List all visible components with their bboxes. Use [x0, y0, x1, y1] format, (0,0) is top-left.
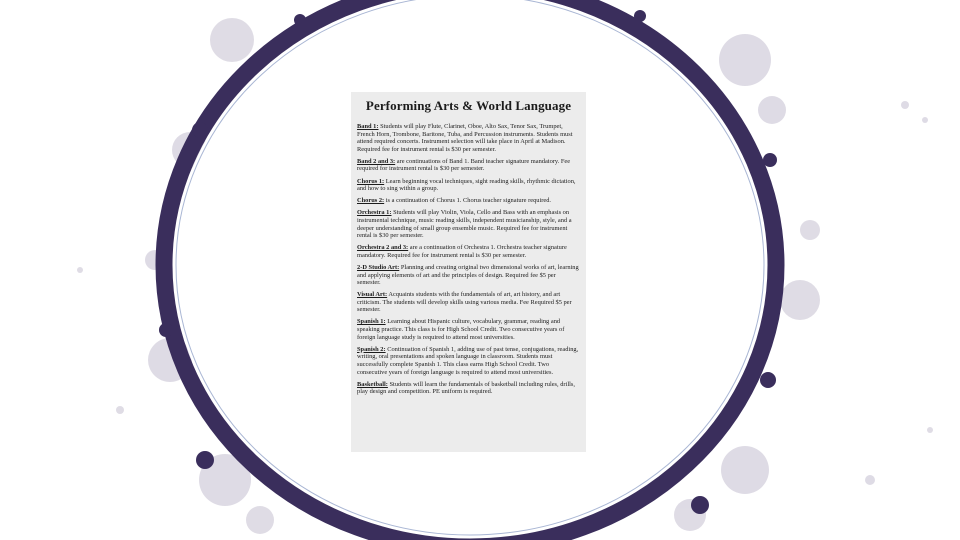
course-name: Band 2 and 3:: [357, 157, 396, 165]
course-description: is a continuation of Chorus 1. Chorus teacher signature required.: [384, 197, 551, 205]
course-description: Learn beginning vocal techniques, sight reading skills, rhythmic dictation, and how to sing within a group.: [357, 177, 576, 193]
course-name: Spanish 2:: [357, 345, 386, 353]
course-description: Students will play Violin, Viola, Cello and Bass with an emphasis on instrumental technique, music reading skills, independent musicianship, style, and a deeper understanding of small group ensemble music. Required fee for instrument rental is $30 per semester.: [357, 209, 572, 240]
entry-orchestra-2-3: [357, 244, 580, 259]
entry-basketball: [357, 381, 580, 396]
entry-spanish-2: [357, 346, 580, 376]
course-description: Planning and creating original two dimensional works of art, learning and applying elements of art and the principles of design. Required fee $5 per semester.: [357, 263, 579, 287]
course-description: are continuations of Band 1. Band teacher signature mandatory. Fee required for instrument rental is $30 per semester.: [357, 157, 571, 173]
course-name: Chorus 1:: [357, 177, 385, 185]
course-name: Chorus 2:: [357, 197, 385, 205]
document-title: Performing Arts & World Language: [365, 98, 572, 113]
entry-orchestra-1: [357, 209, 580, 239]
course-description: are a continuation of Orchestra 1. Orchestra teacher signature mandatory. Required fee for instrument rental is $30 per semester.: [357, 244, 567, 259]
entry-band-2-3: [357, 158, 580, 173]
course-name: Orchestra 1:: [357, 209, 392, 217]
course-description: Students will play Flute, Clarinet, Oboe, Alto Sax, Tenor Sax, Trumpet, French Horn, Trombone, Baritone, Tuba, and Percussion instruments. Students must attend required concerts. Instrument selection will take place in April at Madison. Required fee for instrument rental is $30 per semester.: [357, 123, 573, 153]
course-description-document: [351, 92, 586, 452]
course-description: Continuation of Spanish 1, adding use of past tense, conjugations, reading, writing, oral presentations and spoken language in classroom. Students must successfully complete Spanish 1. This class earns High School Credit. Two consecutive years of foreign language is required to attend most universities.: [357, 345, 579, 376]
course-name: Orchestra 2 and 3:: [357, 244, 409, 252]
entry-spanish-1: [357, 318, 580, 341]
course-description: Acquaints students with the fundamentals of art, art history, and art criticism. The students will develop skills using various media. Fee Required $5 per semester.: [357, 291, 572, 314]
entry-2d-studio-art: [357, 264, 580, 287]
course-name: Band 1:: [357, 123, 379, 130]
course-name: Spanish 1:: [357, 318, 386, 326]
entry-chorus-1: [357, 178, 580, 193]
course-name: 2-D Studio Art:: [357, 263, 400, 271]
course-name: Basketball:: [357, 380, 388, 388]
course-name: Visual Art:: [357, 291, 388, 299]
course-description: Students will learn the fundamentals of basketball including rules, drills, play design and competition. PE uniform is required.: [357, 380, 575, 396]
entry-visual-art: [357, 291, 580, 314]
entry-chorus-2: [357, 197, 580, 205]
course-description: Learning about Hispanic culture, vocabulary, grammar, reading and speaking practice. This class is for High School Credit. Two consecutive years of foreign language study is required to attend most universities.: [357, 318, 565, 341]
entry-band-1: [357, 123, 580, 153]
